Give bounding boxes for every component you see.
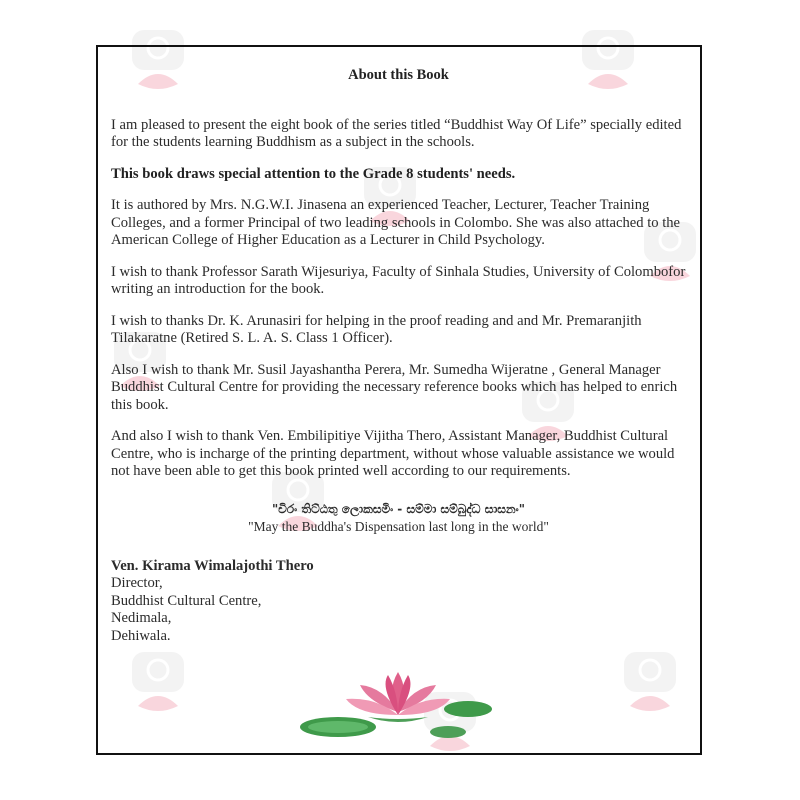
signature-line: Dehiwala. <box>111 627 171 644</box>
book-page <box>96 45 702 755</box>
paragraph: Also I wish to thank Mr. Susil Jayashantha Perera, Mr. Sumedha Wijeratne , General Manager Buddhist Cultural Centre for providing the necessary reference books which has helped to enrich this book. <box>111 361 678 413</box>
signature-line: Director, <box>111 575 163 591</box>
lotus-illustration-icon <box>298 657 498 747</box>
signature-line: Nedimala, <box>111 610 172 626</box>
signatory-name: Ven. Kirama Wimalajothi Thero <box>111 557 314 574</box>
paragraph: I am pleased to present the eight book of the series titled “Buddhist Way Of Life” specially edited for the students learning Buddhism as a subject in the schools. <box>111 116 682 150</box>
paragraph: It is authored by Mrs. N.G.W.I. Jinasena an experienced Teacher, Lecturer, Teacher Training Colleges, and a former Principal of two leading schools in Colombo. She was also attached to the American College of Higher Education as a Lecturer in Child Psychology. <box>111 197 681 248</box>
quote-english: "May the Buddha's Dispensation last long in the world" <box>248 519 549 534</box>
paragraph-highlight: This book draws special attention to the Grade 8 students' needs. <box>111 165 516 182</box>
signature-line: Buddhist Cultural Centre, <box>111 592 262 609</box>
page-content <box>111 67 686 645</box>
paragraph: I wish to thank Professor Sarath Wijesuriya, Faculty of Sinhala Studies, University of Colombofor writing an introduction for the book. <box>111 263 686 297</box>
signature-block <box>111 558 686 646</box>
pali-quote <box>111 501 686 536</box>
quote-sinhala: "චිරං තිට්ඨතු ලොකසමිං - සම්මා සම්බුද්ධ සාසනං" <box>272 501 525 516</box>
page-title: About this Book <box>348 67 449 83</box>
paragraph: And also I wish to thank Ven. Embilipitiye Vijitha Thero, Assistant Manager, Buddhist Cultural Centre, who is incharge of the printing department, without whose valuable assistance we would not have been able to get this book printed well according to our requirements. <box>111 428 675 479</box>
paragraph: I wish to thanks Dr. K. Arunasiri for helping in the proof reading and and Mr. Premaranjith Tilakaratne (Retired S. L. A. S. Class 1 Officer). <box>111 312 642 346</box>
